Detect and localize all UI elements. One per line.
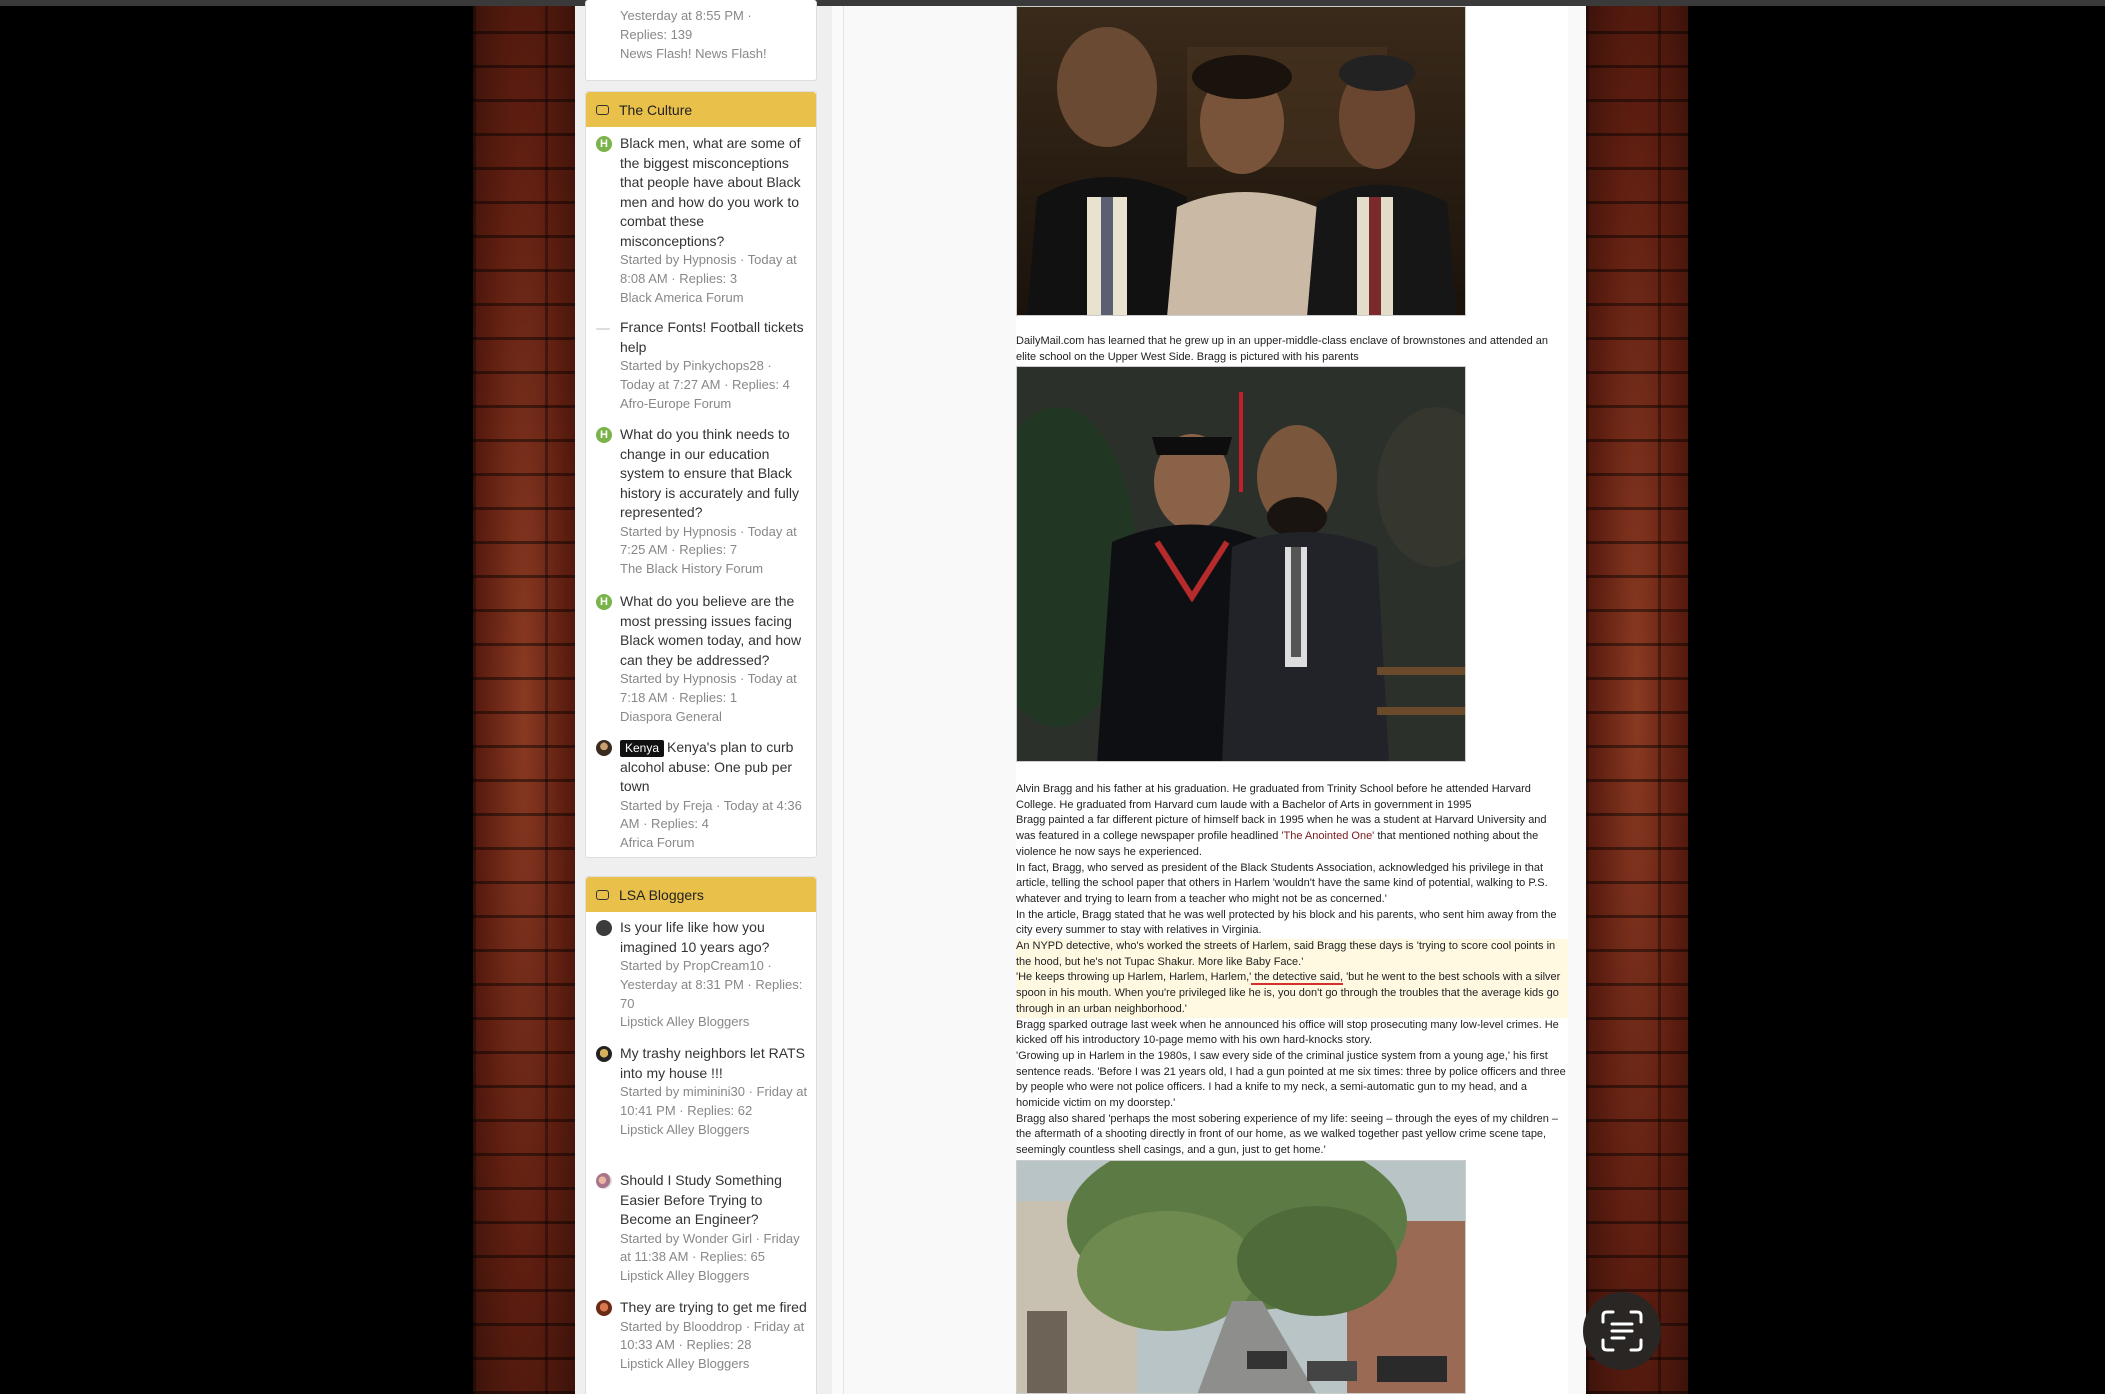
thread-title[interactable]: What do you believe are the most pressing issues facing Black women today, and how can they be addressed? [620, 593, 802, 668]
thread-forum-link[interactable]: Black America Forum [620, 289, 744, 305]
paragraph-highlighted [1016, 970, 1568, 1017]
thread-forum-link[interactable]: News Flash! News Flash! [620, 45, 767, 61]
paragraph: Bragg also shared 'perhaps the most sobering experience of my life: seeing – through the eyes of my children – the aftermath of a shooting directly in front of our home, as we walked together past yellow crime scene tape, seemingly countless shell casings, and a gun, just to get home.' [1016, 1112, 1559, 1157]
text-scan-button[interactable] [1583, 1292, 1661, 1370]
column-gap [832, 6, 843, 1394]
prefix-tag[interactable]: Kenya [620, 740, 664, 757]
paragraph [1016, 813, 1568, 860]
thread-forum-link[interactable]: Lipstick Alley Bloggers [620, 1014, 750, 1030]
comments-icon [595, 888, 611, 902]
paragraph-text: 'He keeps throwing up Harlem, Harlem, Harlem,' [1016, 971, 1252, 984]
thread-forum-link[interactable]: Afro-Europe Forum [620, 395, 732, 411]
avatar[interactable] [596, 328, 610, 330]
avatar[interactable]: H [596, 594, 612, 610]
thread-title-text[interactable]: Kenya's plan to curb alcohol abuse: One pub per town [620, 739, 794, 794]
list-item[interactable] [586, 134, 816, 307]
paragraph: Alvin Bragg and his father at his graduation. He graduated from Trinity School before he attended Harvard College. He graduated from Harvard cum laude with a Bachelor of Arts in government in 1995 [1016, 783, 1531, 811]
thread-meta: Started by Hypnosis · Today at 8:08 AM · Replies: 3 [620, 252, 797, 286]
thread-meta: Started by Hypnosis · Today at 7:25 AM · Replies: 7 [620, 523, 797, 558]
photo-graduation-image [1017, 367, 1466, 762]
paragraph: In the article, Bragg stated that he was well protected by his block and his parents, who sent him away from the city every summer to stay with relatives in Virginia. [1016, 908, 1557, 937]
thread-forum-link[interactable]: Lipstick Alley Bloggers [620, 1268, 750, 1284]
list-item[interactable] [586, 425, 816, 579]
comments-icon [595, 103, 611, 117]
avatar[interactable]: H [596, 136, 612, 152]
thread-meta: Started by Wonder Girl · Friday at 11:38 AM · Replies: 65 [620, 1230, 800, 1265]
thread-meta: Yesterday at 8:55 PM · [620, 8, 752, 23]
avatar[interactable] [596, 920, 612, 936]
background-right [1586, 6, 1688, 1394]
underlined-text: the detective said, [1251, 971, 1344, 984]
photo-parents-image [1017, 7, 1466, 316]
paragraph: In fact, Bragg, who served as president of the Black Students Association, acknowledged his privilege in that article, telling the school paper that others in Harlem 'wouldn't have the same kind of potential, walking to P.S. whatever and trying to learn from a teacher who might not be as concerned.' [1016, 861, 1548, 905]
block-heading[interactable] [586, 877, 816, 912]
culture-block [585, 91, 817, 858]
block-heading-label: The Culture [619, 101, 693, 118]
avatar[interactable] [596, 740, 612, 756]
thread-meta: Started by Blooddrop · Friday at 10:33 AM · Replies: 28 [620, 1318, 805, 1353]
thread-forum-link[interactable]: Africa Forum [620, 835, 695, 851]
avatar[interactable]: H [596, 427, 612, 443]
bloggers-block [585, 876, 817, 1394]
list-item[interactable] [586, 738, 816, 853]
thread-forum-link[interactable]: Lipstick Alley Bloggers [620, 1121, 750, 1137]
list-item[interactable] [586, 592, 816, 726]
thread-title[interactable]: What do you think needs to change in our education system to ensure that Black history is accurately and fully represented? [620, 426, 799, 520]
thread-meta: Replies: 139 [620, 26, 693, 42]
thread-forum-link[interactable]: The Black History Forum [620, 561, 764, 577]
photo-parents[interactable] [1016, 6, 1466, 316]
list-item[interactable] [586, 1171, 816, 1286]
list-item[interactable] [586, 918, 816, 1032]
thread-title[interactable]: My trashy neighbors let RATS into my house !!! [620, 1045, 805, 1081]
paragraph-text: that mentioned nothing about the violence he now says he experienced. [1016, 830, 1539, 858]
list-item[interactable] [586, 1044, 816, 1139]
thread-meta: Started by Pinkychops28 · Today at 7:27 AM · Replies: 4 [620, 358, 790, 392]
thread-meta: Started by Freja · Today at 4:36 AM · Replies: 4 [620, 797, 802, 832]
block-heading-label: LSA Bloggers [619, 886, 704, 903]
paragraph-text: Bragg painted a far different picture of himself back in 1995 when he was a student at Harvard University and was featured in a college newspaper profile headlined [1016, 814, 1547, 843]
list-item[interactable] [586, 318, 816, 413]
avatar[interactable] [596, 1300, 612, 1316]
paragraph-text: 'but he went to the best schools with a silver spoon in his mouth. When you're privileged like he is, you don't go through the troubles that the average kids go through in an urban neighborhood.' [1016, 971, 1561, 1015]
thread-title[interactable]: France Fonts! Football tickets help [620, 319, 804, 355]
thread-title[interactable]: They are trying to get me fired [620, 1299, 807, 1315]
photo-street[interactable] [1016, 1160, 1466, 1394]
text-scan-icon [1599, 1308, 1645, 1354]
avatar[interactable] [596, 1173, 612, 1189]
list-item[interactable] [586, 0, 816, 63]
avatar[interactable] [596, 1046, 612, 1062]
thread-title[interactable]: Black men, what are some of the biggest misconceptions that people have about Black men and how do you work to combat these misconceptions? [620, 135, 801, 249]
news-flash-block [585, 0, 817, 81]
article-link[interactable]: 'The Anointed One' [1281, 830, 1375, 843]
post-content [843, 6, 1586, 1394]
thread-forum-link[interactable]: Lipstick Alley Bloggers [620, 1356, 750, 1372]
photo-graduation[interactable] [1016, 366, 1466, 762]
photo-street-image [1017, 1161, 1466, 1394]
article-body [1016, 6, 1568, 1394]
page [575, 6, 1586, 1394]
thread-forum-link[interactable]: Diaspora General [620, 708, 722, 724]
thread-meta: Started by miminini30 · Friday at 10:41 PM · Replies: 62 [620, 1084, 808, 1118]
thread-title[interactable]: Should I Study Something Easier Before Trying to Become an Engineer? [620, 1172, 782, 1227]
photo-caption: DailyMail.com has learned that he grew up in an upper-middle-class enclave of brownstones and attended an elite school on the Upper West Side. Bragg is pictured with his parents [1016, 335, 1548, 363]
list-item[interactable] [586, 1298, 816, 1374]
block-heading[interactable] [586, 92, 816, 127]
thread-meta: Started by Hypnosis · Today at 7:18 AM · Replies: 1 [620, 671, 797, 705]
paragraph: An NYPD detective, who's worked the streets of Harlem, said Bragg these days is 'trying to score cool points in the hood, but he's not Tupac Shakur. More like Baby Face.' [1016, 939, 1568, 970]
thread-title[interactable]: Is your life like how you imagined 10 years ago? [620, 919, 770, 955]
background-left [473, 6, 575, 1394]
thread-meta: Started by PropCream10 · Yesterday at 8:31 PM · Replies: 70 [620, 958, 803, 1011]
paragraph: Bragg sparked outrage last week when he announced his office will stop prosecuting many low-level crimes. He kicked off his introductory 10-page memo with his own hard-knocks story. [1016, 1018, 1559, 1047]
paragraph: 'Growing up in Harlem in the 1980s, I saw every side of the criminal justice system from a young age,' his first sentence reads. 'Before I was 21 years old, I had a gun pointed at me six times: three by police officers and three by people who were not police officers. I had a knife to my neck, a semi-automatic gun to my head, and a homicide victim on my doorstep.' [1016, 1049, 1566, 1110]
article-text [1016, 782, 1568, 1159]
sidebar [575, 6, 832, 1394]
thread-title[interactable] [620, 738, 808, 797]
